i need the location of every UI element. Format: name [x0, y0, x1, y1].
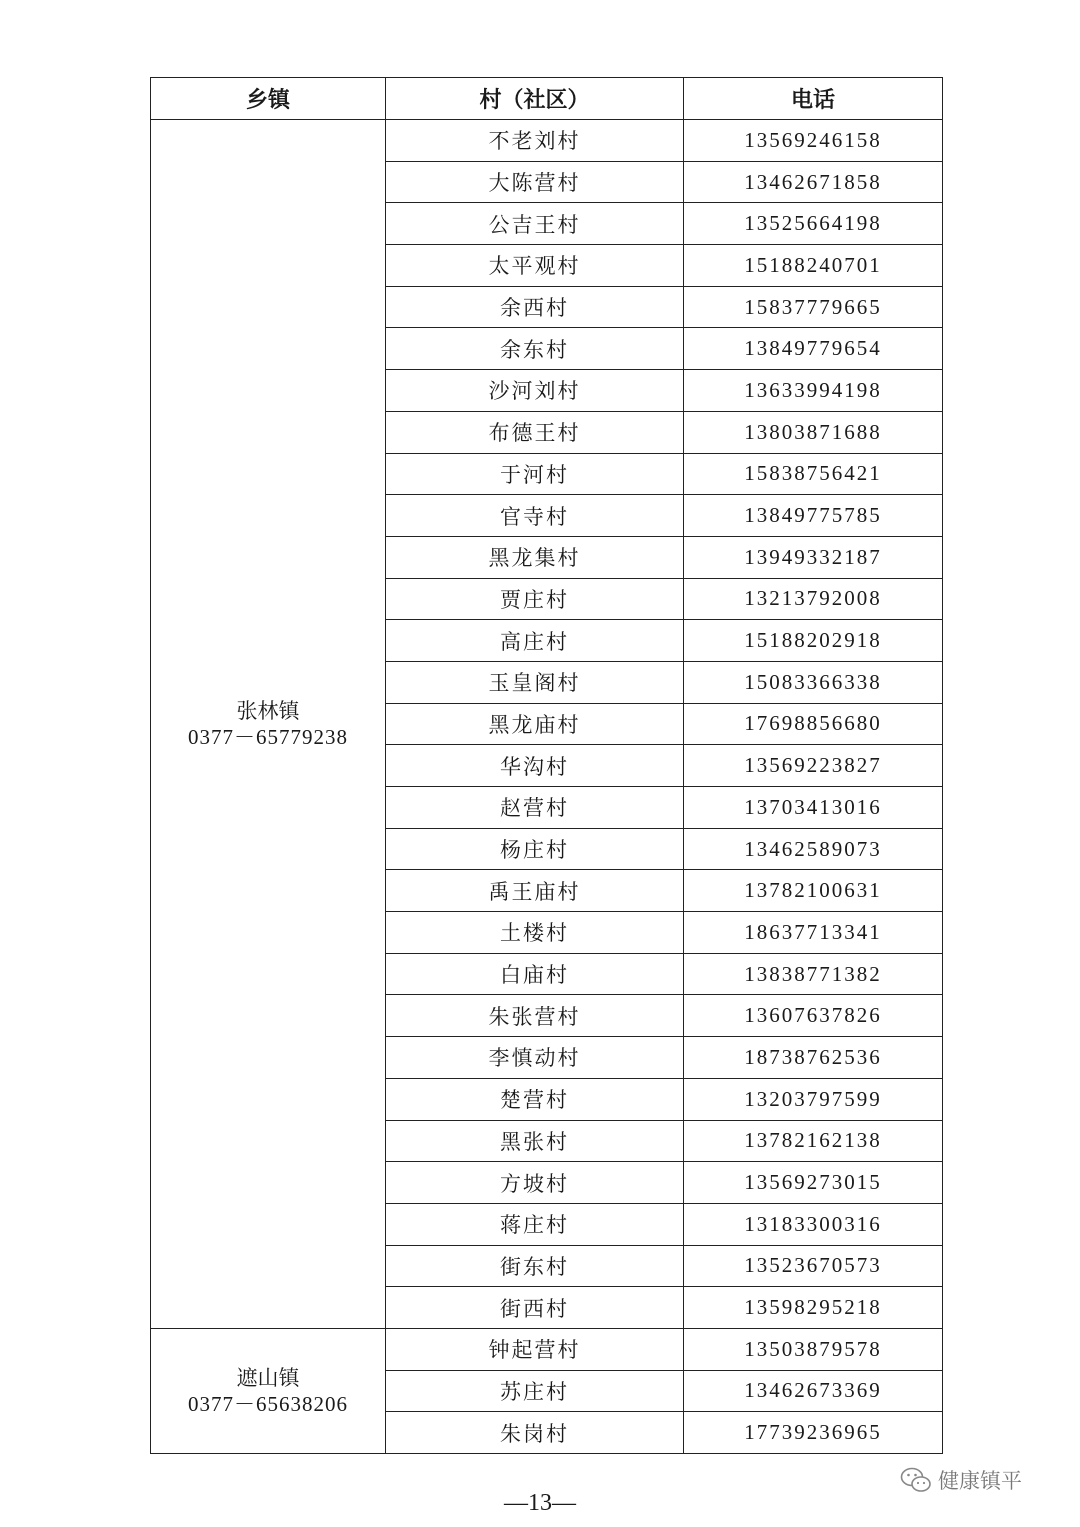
village-phone: 13803871688 [684, 411, 943, 453]
header-row [151, 78, 943, 120]
village-name: 于河村 [386, 453, 684, 495]
header-phone: 电话 [684, 78, 943, 120]
village-name: 黑龙集村 [386, 536, 684, 578]
village-phone: 13183300316 [684, 1203, 943, 1245]
village-name: 杨庄村 [386, 828, 684, 870]
village-name: 苏庄村 [386, 1370, 684, 1412]
village-name: 赵营村 [386, 787, 684, 829]
village-name: 钟起营村 [386, 1328, 684, 1370]
village-phone: 15083366338 [684, 661, 943, 703]
village-phone: 13503879578 [684, 1328, 943, 1370]
village-name: 玉皇阁村 [386, 661, 684, 703]
town-cell [151, 120, 386, 1329]
village-phone: 13213792008 [684, 578, 943, 620]
watermark-text: 健康镇平 [938, 1469, 1022, 1493]
village-phone: 18637713341 [684, 912, 943, 954]
village-name: 布德王村 [386, 411, 684, 453]
village-phone: 13607637826 [684, 995, 943, 1037]
village-name: 贾庄村 [386, 578, 684, 620]
village-phone: 15188240701 [684, 245, 943, 287]
table-row [151, 1328, 943, 1370]
town-phone: 0377－65638206 [188, 1391, 348, 1416]
village-name: 大陈营村 [386, 161, 684, 203]
page-number: —13— [504, 1490, 576, 1516]
village-phone: 13462673369 [684, 1370, 943, 1412]
town-name: 遮山镇 [236, 1365, 300, 1390]
table-body [151, 120, 943, 1454]
village-name: 禹王庙村 [386, 870, 684, 912]
village-name: 余东村 [386, 328, 684, 370]
village-phone: 13703413016 [684, 787, 943, 829]
village-phone: 13782162138 [684, 1120, 943, 1162]
village-name: 朱岗村 [386, 1412, 684, 1454]
village-phone: 13525664198 [684, 203, 943, 245]
village-name: 街东村 [386, 1245, 684, 1287]
village-phone: 13949332187 [684, 536, 943, 578]
village-name: 官寺村 [386, 495, 684, 537]
town-name: 张林镇 [236, 698, 300, 723]
village-name: 黑龙庙村 [386, 703, 684, 745]
village-name: 高庄村 [386, 620, 684, 662]
village-phone: 13462589073 [684, 828, 943, 870]
village-name: 李慎动村 [386, 1037, 684, 1079]
village-phone: 13569273015 [684, 1162, 943, 1204]
village-name: 余西村 [386, 286, 684, 328]
village-phone: 13569246158 [684, 120, 943, 162]
village-name: 朱张营村 [386, 995, 684, 1037]
village-name: 蒋庄村 [386, 1203, 684, 1245]
village-name: 楚营村 [386, 1078, 684, 1120]
village-phone: 17698856680 [684, 703, 943, 745]
village-phone: 13523670573 [684, 1245, 943, 1287]
village-phone: 13782100631 [684, 870, 943, 912]
table-row [151, 120, 943, 162]
village-name: 不老刘村 [386, 120, 684, 162]
village-name: 沙河刘村 [386, 370, 684, 412]
village-phone: 18738762536 [684, 1037, 943, 1079]
village-phone: 13598295218 [684, 1287, 943, 1329]
village-name: 太平观村 [386, 245, 684, 287]
village-phone: 15838756421 [684, 453, 943, 495]
village-name: 公吉王村 [386, 203, 684, 245]
village-name: 街西村 [386, 1287, 684, 1329]
village-name: 黑张村 [386, 1120, 684, 1162]
town-phone: 0377－65779238 [188, 724, 348, 749]
village-phone: 13849779654 [684, 328, 943, 370]
village-name: 方坡村 [386, 1162, 684, 1204]
village-name: 土楼村 [386, 912, 684, 954]
village-phone: 13203797599 [684, 1078, 943, 1120]
village-name: 白庙村 [386, 953, 684, 995]
village-phone: 13849775785 [684, 495, 943, 537]
village-phone: 13633994198 [684, 370, 943, 412]
town-cell [151, 1328, 386, 1453]
header-village: 村（社区） [386, 78, 684, 120]
village-phone: 15837779665 [684, 286, 943, 328]
village-phone: 17739236965 [684, 1412, 943, 1454]
village-name: 华沟村 [386, 745, 684, 787]
village-phone: 15188202918 [684, 620, 943, 662]
contact-table [150, 77, 943, 1454]
village-phone: 13462671858 [684, 161, 943, 203]
header-town: 乡镇 [151, 78, 386, 120]
village-phone: 13569223827 [684, 745, 943, 787]
village-phone: 13838771382 [684, 953, 943, 995]
